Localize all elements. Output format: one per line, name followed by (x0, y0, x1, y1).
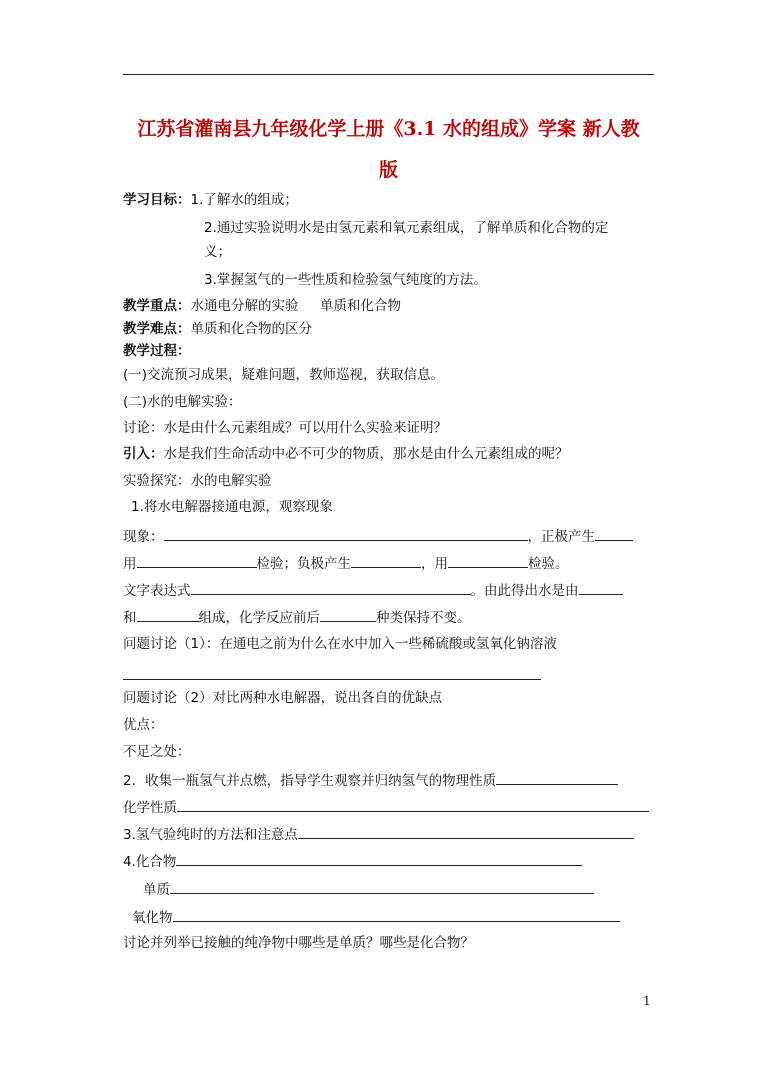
word-expr-label: 文字表达式 (123, 583, 191, 599)
goal-1: 1.了解水的组成； (190, 192, 298, 208)
compose-label: 组成，化学反应前后 (198, 610, 320, 626)
explore-line: 实验探究：水的电解实验 (123, 473, 272, 489)
goal-2-cont: 义； (204, 244, 231, 260)
blank-compound[interactable] (176, 851, 582, 866)
check-label-2: 检验。 (528, 556, 569, 572)
question-2: 问题讨论（2）对比两种水电解器，说出各自的优缺点 (123, 690, 443, 706)
and-label: 和 (123, 610, 137, 626)
intro-text: 水是我们生命活动中必不可少的物质，那水是由什么元素组成的呢？ (163, 446, 569, 462)
blank-purity[interactable] (298, 824, 634, 839)
blank-positive[interactable] (595, 526, 633, 541)
blank-test-1[interactable] (137, 553, 257, 568)
question-1: 问题讨论（1）：在通电之前为什么在水中加入一些稀硫酸或氢氧化钠溶液 (123, 636, 557, 652)
element-label: 单质 (143, 882, 170, 898)
difficulty-line (123, 319, 312, 339)
chem-line (123, 797, 649, 818)
key-point-text: 水通电分解的实验 单质和化合物 (190, 298, 401, 314)
key-point-line (123, 296, 401, 316)
document-title: 江苏省灌南县九年级化学上册《3.1 水的组成》学案 新人教 (137, 118, 640, 140)
word-expression-line (123, 580, 623, 601)
difficulty-text: 单质和化合物的区分 (190, 321, 312, 337)
blank-negative[interactable] (351, 553, 421, 568)
blank-test-2[interactable] (448, 553, 528, 568)
blank-word-expr[interactable] (191, 580, 471, 595)
chem-label: 化学性质 (123, 800, 177, 816)
section-1: (一)交流预习成果，疑难问题，教师巡视，获取信息。 (123, 367, 445, 383)
blank-physical[interactable] (496, 770, 618, 785)
header-rule (123, 74, 654, 75)
section-2: (二)水的电解实验： (123, 394, 242, 410)
blank-element-1[interactable] (579, 580, 623, 595)
goal-3: 3.掌握氢气的一些性质和检验氢气纯度的方法。 (204, 272, 487, 288)
discussion-line: 讨论：水是由什么元素组成？可以用什么实验来证明？ (123, 420, 447, 436)
use-label-1: 用 (123, 556, 137, 572)
compound-label: 4.化合物 (123, 854, 177, 870)
conclusion-label: 。由此得出水是由 (470, 583, 579, 599)
item-3-line (123, 824, 634, 845)
cons-label: 不足之处： (123, 744, 191, 760)
item-3-text: 3.氢气验纯时的方法和注意点 (123, 827, 298, 843)
step-1: 1.将水电解器接通电源，观察现象 (131, 499, 333, 515)
blank-element[interactable] (170, 879, 594, 894)
phenomenon-label: 现象： (123, 529, 164, 545)
process-label: 教学过程： (123, 343, 191, 359)
final-discussion: 讨论并列举已接触的纯净物中哪些是单质？哪些是化合物？ (123, 935, 474, 951)
difficulty-label: 教学难点： (123, 321, 191, 337)
answer-line-q1[interactable] (123, 679, 541, 680)
blank-element-2[interactable] (137, 607, 199, 622)
blank-chem[interactable] (177, 797, 649, 812)
unchanged-label: 种类保持不变。 (376, 610, 471, 626)
positive-label: ，正极产生 (527, 529, 595, 545)
document-title-continued: 版 (378, 159, 398, 181)
blank-phenomenon[interactable] (164, 526, 528, 541)
use-label-2: ，用 (421, 556, 448, 572)
pros-label: 优点： (123, 717, 164, 733)
composition-line (123, 607, 471, 628)
oxide-line (132, 907, 620, 928)
blank-kind[interactable] (320, 607, 376, 622)
goals-line (123, 190, 298, 210)
element-line (143, 879, 594, 900)
blank-oxide[interactable] (173, 907, 620, 922)
item-2-text: 2．收集一瓶氢气并点燃，指导学生观察并归纳氢气的物理性质 (123, 773, 497, 789)
check-label-1: 检验；负极产生 (256, 556, 351, 572)
phenomenon-line (123, 526, 633, 547)
item-2-line (123, 770, 618, 791)
goals-label: 学习目标： (123, 192, 191, 208)
goal-2: 2.通过实验说明水是由氢元素和氧元素组成，了解单质和化合物的定 (204, 220, 609, 236)
key-point-label: 教学重点： (123, 298, 191, 314)
page-number: 1 (643, 994, 651, 1008)
intro-label: 引入： (123, 446, 164, 462)
gas-test-line (123, 553, 569, 574)
intro-line (123, 444, 569, 464)
item-4-line (123, 851, 582, 872)
oxide-label: 氧化物 (132, 910, 173, 926)
